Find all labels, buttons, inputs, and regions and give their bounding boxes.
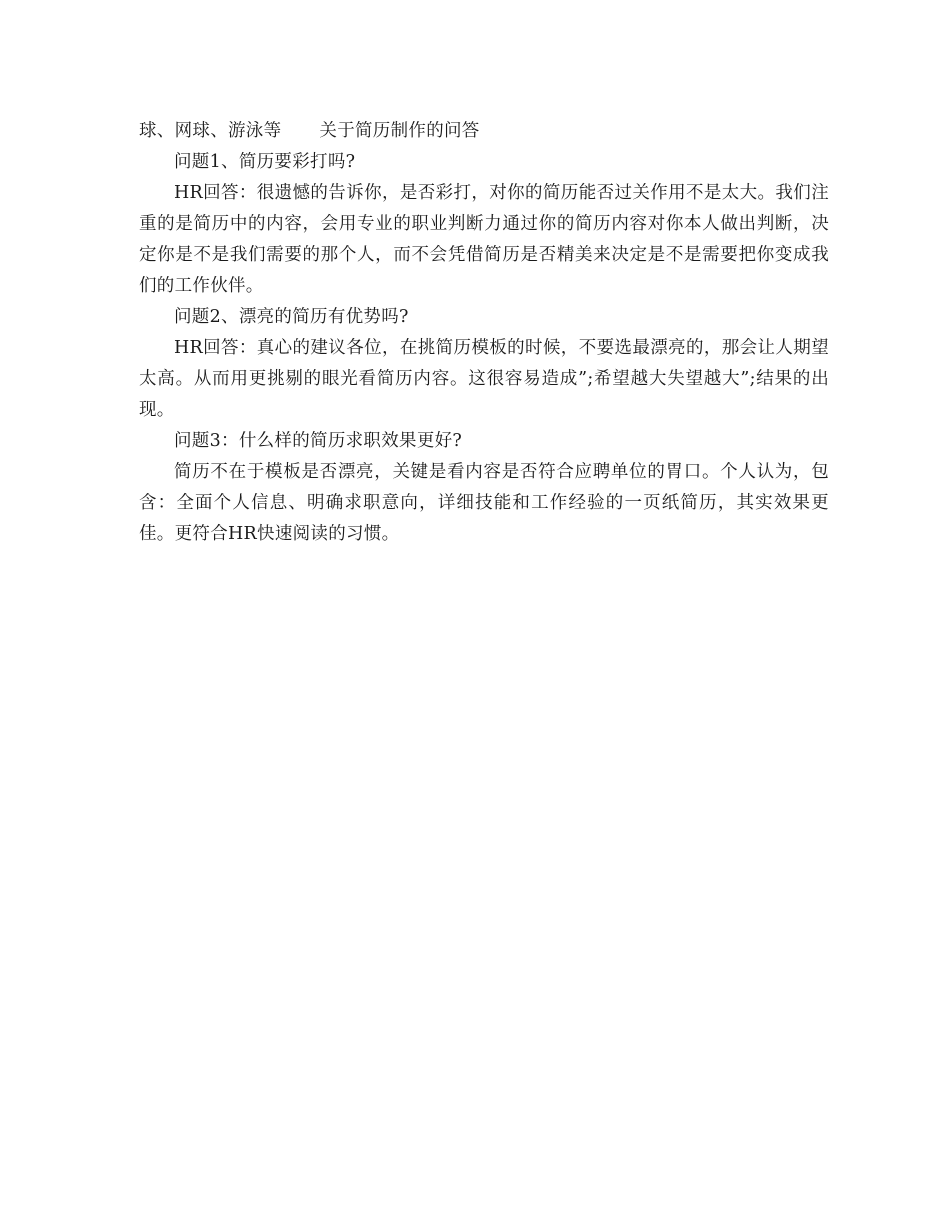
- answer-1: HR回答：很遗憾的告诉你，是否彩打，对你的简历能否过关作用不是太大。我们注重的是简历中的内容，会用专业的职业判断力通过你的简历内容对你本人做出判断，决定你是不是我们需要的那个人，而不会凭借简历是否精美来决定是不是需要把你变成我们的工作伙伴。: [139, 183, 829, 296]
- section-title: 关于简历制作的问答: [319, 121, 480, 141]
- question-2: 问题2、漂亮的简历有优势吗?: [174, 307, 409, 327]
- document-body: [139, 116, 829, 550]
- intro-line: [139, 116, 829, 147]
- intro-fragment: 球、网球、游泳等: [139, 121, 282, 141]
- question-3: 问题3：什么样的简历求职效果更好?: [174, 431, 463, 451]
- answer-3: 简历不在于模板是否漂亮，关键是看内容是否符合应聘单位的胃口。个人认为，包含：全面个人信息、明确求职意向，详细技能和工作经验的一页纸简历，其实效果更佳。更符合HR快速阅读的习惯。: [139, 462, 829, 544]
- answer-2: HR回答：真心的建议各位，在挑简历模板的时候，不要选最漂亮的，那会让人期望太高。从而用更挑剔的眼光看简历内容。这很容易造成”;希望越大失望越大”;结果的出现。: [139, 338, 829, 420]
- question-1: 问题1、简历要彩打吗?: [174, 152, 356, 172]
